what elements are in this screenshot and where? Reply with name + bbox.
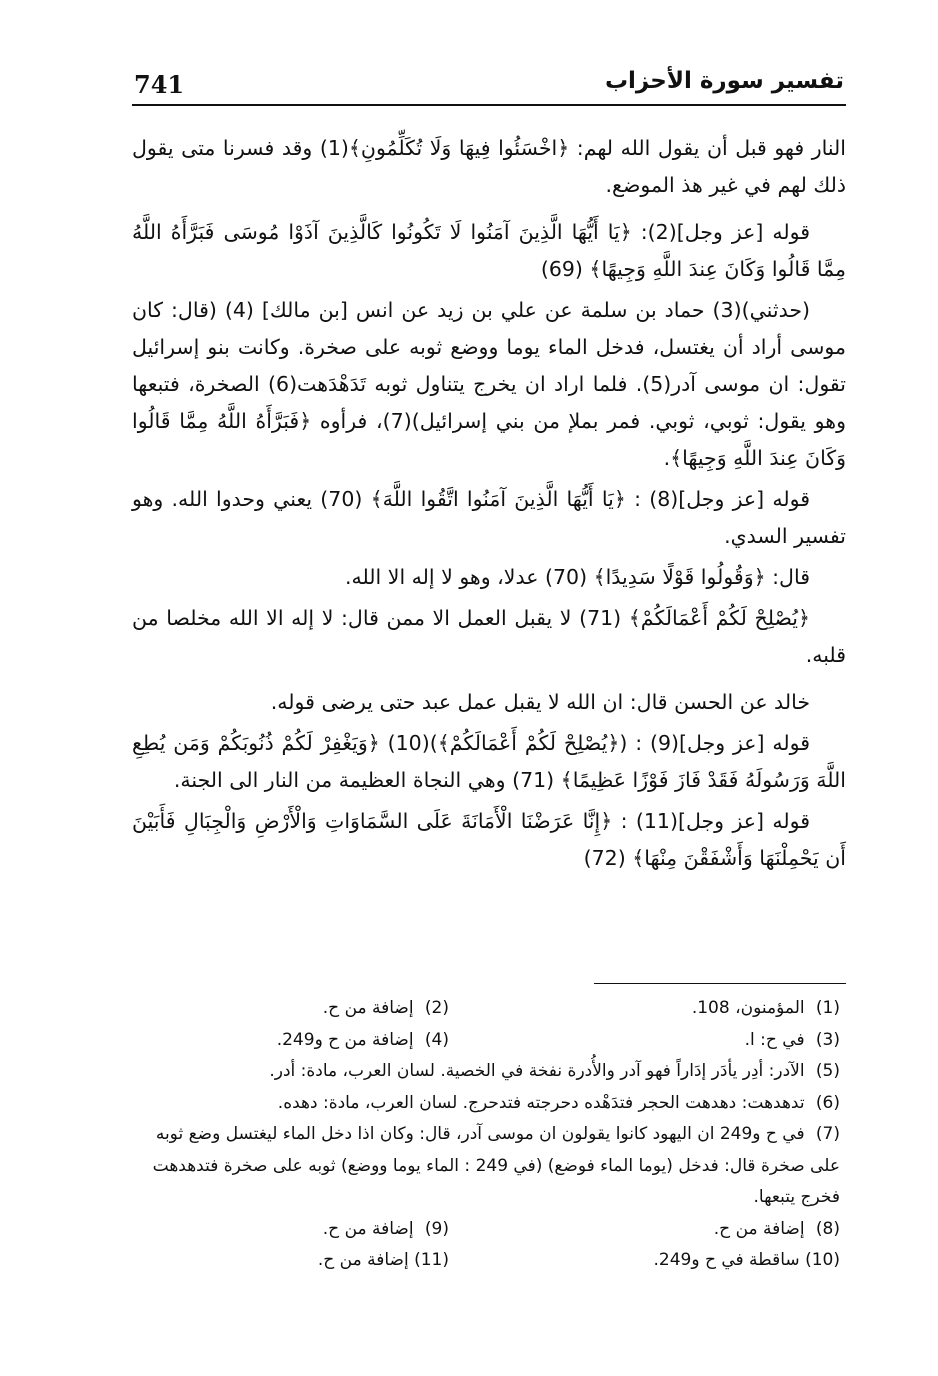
footnote-text: إضافة من ح. (713, 1218, 805, 1239)
paragraph-9: قوله [عز وجل](11) : ﴿إِنَّا عَرَضْنَا الْأَمَانَةَ عَلَى السَّمَاوَاتِ وَالْأَرْضِ وَالْجِبَالِ فَأَبَيْنَ أَن يَحْمِلْنَهَا وَأَشْفَقْنَ مِنْهَا﴾ (72) (132, 809, 846, 870)
paragraph-2: قوله [عز وجل](2): ﴿يَا أَيُّهَا الَّذِينَ آمَنُوا لَا تَكُونُوا كَالَّذِينَ آذَوْا مُوسَى فَبَرَّأَهُ اللَّهُ مِمَّا قَالُوا وَكَانَ عِندَ اللَّهِ وَجِيهًا﴾ (69) (132, 220, 846, 281)
footnote-number: (6) (815, 1092, 840, 1113)
paragraph-3: (حدثني)(3) حماد بن سلمة عن علي بن زيد عن انس [بن مالك] (4) (قال: كان موسى أراد أن يغتسل، فدخل الماء يوما ووضع ثوبه على صخرة. وكانت بنو إسرائيل تقول: ان موسى آدر(5). فلما اراد ان يخرج يتناول ثوبه تَدَهْدَهت(6) الصخرة، فتبعها وهو يقول: ثوبي، ثوبي. فمر بملإ من بني إسرائيل)(7)، فرأوه ﴿فَبَرَّأَهُ اللَّهُ مِمَّا قَالُوا وَكَانَ عِندَ اللَّهِ وَجِيهًا﴾. (132, 298, 846, 470)
footnote-row (132, 1245, 846, 1277)
footnote-number: (10) (805, 1250, 840, 1270)
footnote-number: (2) (424, 998, 449, 1018)
footnote-text: الآدر: أدِر يأدَر إدَاراً فهو آدر والأُدرة نفخة في الخصية. لسان العرب، مادة: أدر. (269, 1061, 805, 1081)
footnote-10 (489, 1245, 846, 1277)
paragraph-8: قوله [عز وجل](9) : (﴿يُصْلِحْ لَكُمْ أَعْمَالَكُمْ﴾)(10) ﴿وَيَغْفِرْ لَكُمْ ذُنُوبَكُمْ وَمَن يُطِعِ اللَّهَ وَرَسُولَهُ فَقَدْ فَازَ فَوْزًا عَظِيمًا﴾ (71) وهي النجاة العظيمة من النار الى الجنة. (132, 731, 846, 792)
footnote-number: (7) (815, 1124, 840, 1144)
paragraph-7: خالد عن الحسن قال: ان الله لا يقبل عمل عبد حتى يرضى قوله. (270, 690, 810, 714)
footnote-text: تدهدهت: دهدهت الحجر فتدَهْده دحرجته فتدحرج. لسان العرب، مادة: دهده. (277, 1092, 805, 1113)
footnote-3 (489, 1025, 846, 1057)
footnote-text: في ح و249 ان اليهود كانوا يقولون ان موسى آدر، قال: وكان اذا دخل الماء ليغتسل وضع ثوبه على صخرة قال: فدخل (يوما الماء فوضع) (في 249 : الماء يوما ووضع) ثوبه على صخرة فتدهدهت فخرج يتبعها. (152, 1124, 840, 1207)
footnote-number: (8) (815, 1218, 840, 1239)
footnote-1 (489, 993, 846, 1025)
footnotes (132, 993, 846, 1277)
main-text (132, 130, 846, 887)
footnote-11 (132, 1245, 489, 1277)
footnote-row (132, 1025, 846, 1057)
footnote-separator (594, 983, 846, 984)
footnote-text: إضافة من ح و249. (276, 1029, 414, 1050)
page-header (132, 60, 846, 106)
page-number: 741 (134, 70, 185, 99)
footnote-number: (9) (424, 1218, 449, 1239)
footnote-2 (132, 993, 489, 1025)
footnote-9 (132, 1214, 489, 1246)
footnote-text: إضافة من ح. (322, 1218, 414, 1239)
paragraph-1: النار فهو قبل أن يقول الله لهم: ﴿اخْسَئُوا فِيهَا وَلَا تُكَلِّمُونِ﴾(1) وقد فسرنا متى يقول ذلك لهم في غير هذ الموضع. (132, 136, 847, 197)
paragraph-6: ﴿يُصْلِحْ لَكُمْ أَعْمَالَكُمْ﴾ (71) لا يقبل العمل الا ممن قال: لا إله الا الله مخلصا من قلبه. (132, 606, 846, 667)
footnote-7 (132, 1119, 846, 1214)
running-title: تفسير سورة الأحزاب (604, 68, 844, 94)
footnote-text: إضافة من ح. (317, 1250, 409, 1270)
footnote-8 (489, 1214, 846, 1246)
footnote-number: (4) (424, 1029, 449, 1050)
footnote-row (132, 993, 846, 1025)
footnote-4 (132, 1025, 489, 1057)
paragraph-4: قوله [عز وجل](8) : ﴿يَا أَيُّهَا الَّذِينَ آمَنُوا اتَّقُوا اللَّهَ﴾ (70) يعني وحدوا الله. وهو تفسير السدي. (132, 487, 846, 548)
footnote-number: (11) (414, 1250, 449, 1270)
footnote-number: (5) (815, 1061, 840, 1081)
footnote-text: ساقطة في ح و249. (653, 1250, 800, 1270)
footnote-text: في ح: ا. (744, 1029, 805, 1050)
footnote-text: إضافة من ح. (322, 998, 414, 1018)
footnote-number: (1) (815, 998, 840, 1018)
footnote-5 (132, 1056, 846, 1088)
paragraph-5: قال: ﴿وَقُولُوا قَوْلًا سَدِيدًا﴾ (70) عدلا، وهو لا إله الا الله. (345, 565, 810, 589)
footnote-6 (132, 1088, 846, 1120)
footnote-number: (3) (815, 1029, 840, 1050)
footnote-row (132, 1214, 846, 1246)
footnote-text: المؤمنون، 108. (691, 998, 805, 1018)
